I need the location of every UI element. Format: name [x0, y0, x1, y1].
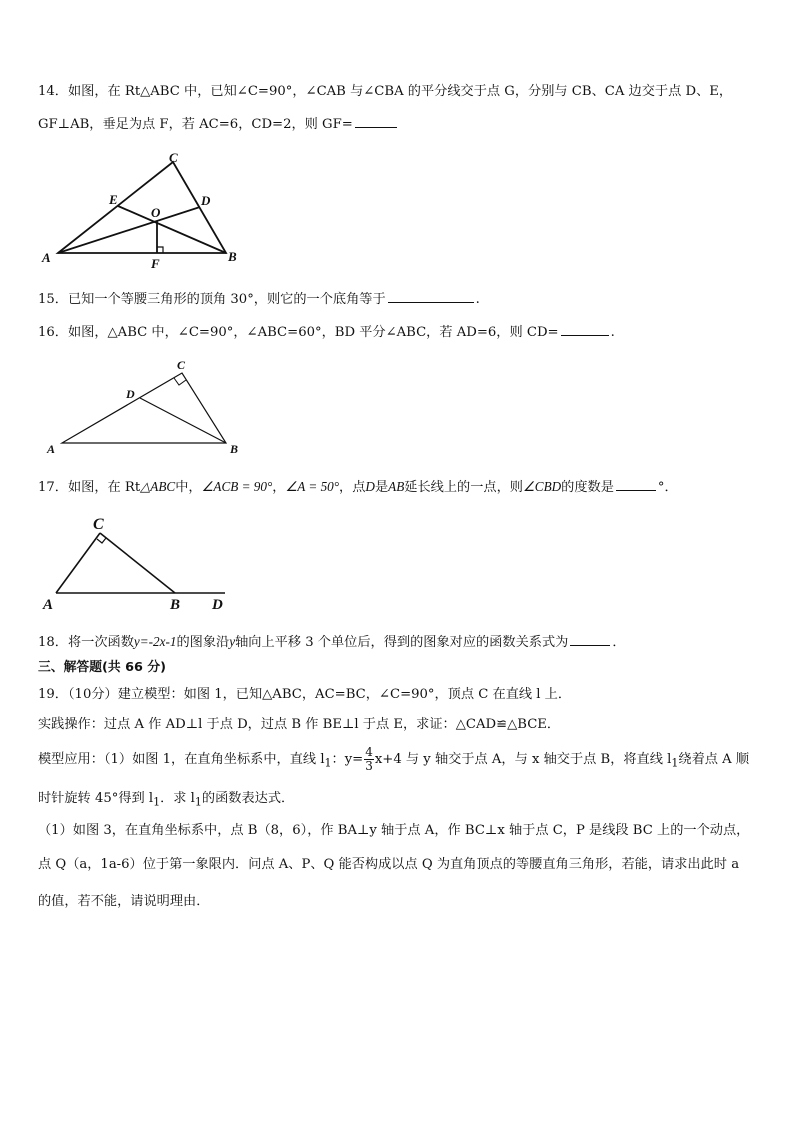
- label-e: E: [109, 192, 118, 207]
- q19-sub1: 1: [324, 756, 332, 770]
- fraction-4-3: [364, 746, 374, 773]
- q16-figure: [44, 358, 264, 458]
- label-a-q16: A: [47, 442, 56, 456]
- q19-line1: 19．（10分）建立模型：如图 1，已知△ABC，AC=BC，∠C=90°，顶点 C 在直线 l 上．: [38, 687, 572, 702]
- q14-figure: [38, 150, 238, 270]
- q18-axis: y: [229, 634, 236, 649]
- q19-line7: 的值，若不能，请说明理由．: [38, 894, 210, 909]
- q16-end: .: [610, 325, 615, 340]
- q19-line3c: x+4 与 y 轴交于点 A，与 x 轴交于点 B，将直线 l: [374, 752, 672, 767]
- label-a-q17: A: [43, 597, 54, 613]
- q19-line3: [38, 746, 749, 778]
- q19-line5: （1）如图 3，在直角坐标系中，点 B（8，6），作 BA⊥y 轴于点 A，作 BC⊥x 轴于点 C，P 是线段 BC 上的一个动点，: [38, 823, 750, 838]
- q17-figure: [40, 512, 240, 612]
- label-a: A: [42, 250, 51, 265]
- q18-p2: 的图象沿: [176, 635, 230, 650]
- q17-p3: ，: [272, 480, 286, 495]
- q15-text: 15．已知一个等腰三角形的顶角 30°，则它的一个底角等于: [38, 292, 386, 307]
- bisector-be: [118, 206, 226, 253]
- q19-line4c: 的函数表达式．: [201, 791, 295, 806]
- q19-line3b: ：y=: [331, 752, 364, 767]
- bisector-bd: [140, 398, 226, 443]
- q19-line4a: 时针旋转 45°得到 l: [38, 791, 154, 806]
- label-b-q16: B: [230, 442, 239, 456]
- label-c-q16: C: [177, 358, 186, 372]
- segment-cb: [100, 533, 175, 593]
- segment-ac: [56, 533, 100, 593]
- q17-p5: 是: [374, 480, 389, 495]
- q19-sub1b: 1: [671, 756, 679, 770]
- answer-blank-q14: [355, 115, 397, 128]
- answer-blank-q17: [616, 478, 656, 491]
- label-d-q16: D: [126, 387, 135, 401]
- q19-sub1d: 1: [194, 795, 202, 809]
- label-o: O: [151, 205, 161, 220]
- label-c: C: [169, 150, 178, 165]
- label-f: F: [151, 256, 160, 271]
- q17-p7: 的度数是: [561, 480, 614, 495]
- q18-func: y=-2x-1: [133, 634, 177, 649]
- q17-a: ∠A = 50°: [285, 479, 340, 494]
- q16-line: [38, 323, 615, 342]
- label-d: D: [201, 193, 211, 208]
- q19-sub1c: 1: [153, 795, 161, 809]
- q17-ab: AB: [388, 479, 405, 494]
- q17-p4: ，点: [339, 480, 366, 495]
- q17-acb: ∠ACB = 90°: [201, 479, 273, 494]
- q19-line2: 实践操作：过点 A 作 AD⊥l 于点 D，过点 B 作 BE⊥l 于点 E，求证：△CAD≌△BCE．: [38, 717, 561, 732]
- right-angle-mark-c-q17: [97, 538, 106, 543]
- answer-blank-q18: [570, 633, 610, 646]
- q14-line2: [38, 115, 399, 134]
- q14-line2-text: GF⊥AB，垂足为点 F，若 AC=6，CD=2，则 GF=: [38, 117, 353, 132]
- bisector-ad: [58, 207, 200, 253]
- q19-line3d: 绕着点 A 顺: [678, 752, 750, 767]
- fraction-numerator: 4: [365, 745, 373, 759]
- q15-end: .: [475, 292, 480, 307]
- q17-p6: 延长线上的一点，则: [404, 480, 523, 495]
- q17-line: [38, 478, 678, 497]
- q19-line4b: ．求 l: [160, 791, 195, 806]
- q17-cbd: ∠CBD: [522, 479, 562, 494]
- answer-blank-q16: [561, 323, 609, 336]
- q18-line: [38, 633, 626, 652]
- section3-title: 三、解答题(共 66 分): [38, 660, 166, 675]
- q18-p1: 18．将一次函数: [38, 635, 134, 650]
- q19-line3a: 模型应用：（1）如图 1，在直角坐标系中，直线 l: [38, 752, 325, 767]
- label-c-q17: C: [93, 516, 104, 533]
- triangle-abc-q16: [62, 373, 226, 443]
- q19-line6: 点 Q（a，1a-6）位于第一象限内．问点 A、P、Q 能否构成以点 Q 为直角顶点的等腰直角三角形，若能，请求出此时 a: [38, 857, 740, 872]
- right-angle-mark-c: [174, 378, 186, 385]
- label-b-q17: B: [170, 597, 181, 613]
- q14-line1: 14．如图，在 Rt△ABC 中，已知∠C=90°，∠CAB 与∠CBA 的平分线交于点 G，分别与 CB、CA 边交于点 D、E，: [38, 84, 733, 99]
- q17-d: D: [365, 479, 375, 494]
- label-b: B: [228, 249, 237, 264]
- answer-blank-q15: [388, 290, 474, 303]
- q17-p1: 17．如图，在 Rt: [38, 480, 141, 495]
- q18-end: ．: [612, 635, 626, 650]
- label-d-q17: D: [212, 597, 223, 613]
- q17-end: °．: [657, 480, 678, 495]
- q17-tri: △ABC: [140, 479, 176, 494]
- fraction-denominator: 3: [365, 759, 373, 773]
- q17-p2: 中，: [175, 480, 202, 495]
- q15-line: [38, 290, 480, 309]
- q16-text: 16．如图，△ABC 中，∠C=90°，∠ABC=60°，BD 平分∠ABC，若 AD=6，则 CD=: [38, 325, 559, 340]
- q19-line4: [38, 790, 294, 812]
- q18-p3: 轴向上平移 3 个单位后，得到的图象对应的函数关系式为: [235, 635, 569, 650]
